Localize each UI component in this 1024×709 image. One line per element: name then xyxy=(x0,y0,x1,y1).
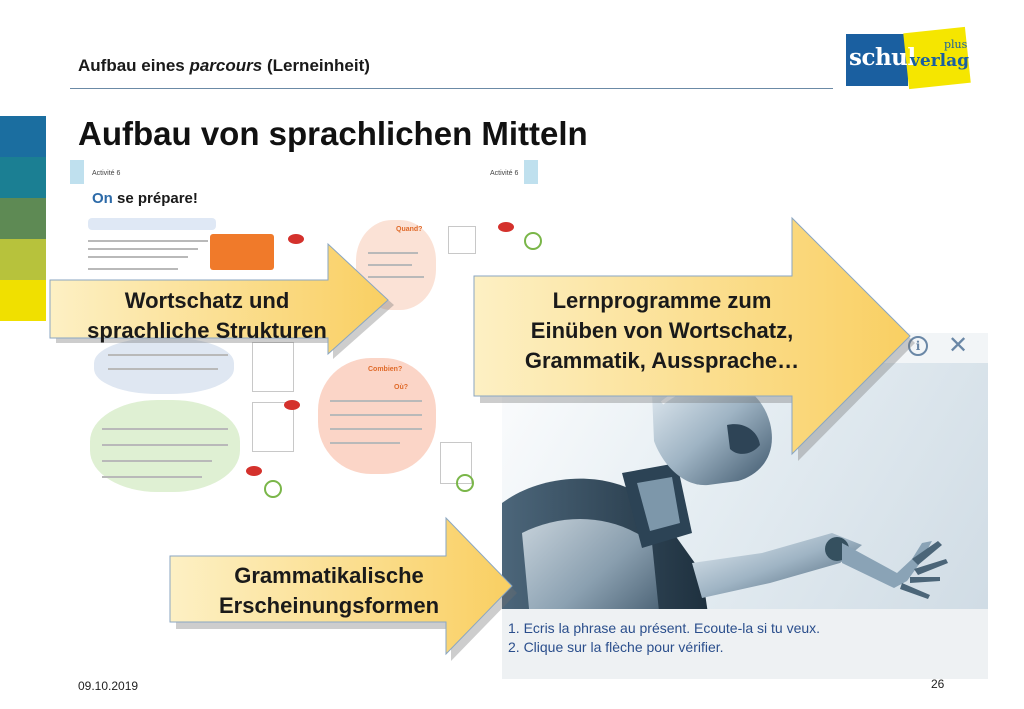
worksheet-line xyxy=(102,476,202,478)
worksheet-line xyxy=(102,444,228,446)
worksheet-line xyxy=(330,442,400,444)
instruction-1: 1. Ecris la phrase au présent. Ecoute-la si tu veux. xyxy=(508,620,821,636)
header-title-italic: parcours xyxy=(189,56,263,75)
speech-bubble-icon xyxy=(284,400,300,410)
bookmark-left xyxy=(70,160,84,184)
heading-prepare: se prépare! xyxy=(117,190,198,207)
header-divider xyxy=(70,88,833,89)
speech-bubble-icon xyxy=(246,466,262,476)
side-bar-5 xyxy=(0,280,46,321)
side-bar-2 xyxy=(0,157,46,198)
arrow-wortschatz-text xyxy=(50,286,364,346)
worksheet-heading xyxy=(92,190,198,207)
combien-label: Combien? xyxy=(368,366,403,373)
combien-bubble xyxy=(318,358,436,474)
arrow-grammatik-line2: Erscheinungsformen xyxy=(218,593,440,618)
logo-text-plus: plus xyxy=(944,38,968,51)
worksheet-line xyxy=(102,428,228,430)
header-title-suffix: (Lerneinheit) xyxy=(262,56,370,75)
activity-label-left: Activité 6 xyxy=(92,170,121,177)
side-bar-1 xyxy=(0,116,46,157)
arrow-wortschatz-line2: sprachliche Strukturen xyxy=(87,318,327,343)
green-bubble xyxy=(90,400,240,492)
footer-date: 09.10.2019 xyxy=(78,679,139,693)
header-title xyxy=(78,56,370,76)
info-icon[interactable]: i xyxy=(908,336,928,356)
ou-label: Où? xyxy=(394,384,408,391)
arrow-grammatik-line1: Grammatikalische xyxy=(234,563,424,588)
logo-text-schul: schul xyxy=(849,44,916,71)
heading-on: On xyxy=(92,190,117,207)
bookmark-right xyxy=(524,160,538,184)
sticker-icon xyxy=(264,480,282,498)
page-number: 26 xyxy=(931,677,945,691)
logo-text-verlag: verlag xyxy=(910,51,970,71)
arrow-lernprogramme-line1: Lernprogramme zum xyxy=(552,288,772,313)
sticker-icon xyxy=(456,474,474,492)
worksheet-line xyxy=(330,414,422,416)
worksheet-line xyxy=(330,428,422,430)
worksheet-line xyxy=(108,368,218,370)
close-icon[interactable]: ✕ xyxy=(948,333,969,359)
arrow-wortschatz-line1: Wortschatz und xyxy=(124,288,290,313)
slide-title: Aufbau von sprachlichen Mitteln xyxy=(78,115,588,152)
arrow-grammatik-text xyxy=(176,561,482,621)
side-bar-3 xyxy=(0,198,46,239)
side-bar-4 xyxy=(0,239,46,280)
worksheet-line xyxy=(330,400,422,402)
arrow-lernprogramme-line3: Grammatik, Aussprache… xyxy=(524,348,800,373)
schulverlag-logo xyxy=(846,26,970,92)
arrow-lernprogramme-text xyxy=(480,286,844,376)
instruction-2: 2. Clique sur la flèche pour vérifier. xyxy=(508,639,724,655)
header-title-prefix: Aufbau eines xyxy=(78,56,190,75)
worksheet-strip xyxy=(88,218,216,230)
arrow-lernprogramme-line2: Einüben von Wortschatz, xyxy=(530,318,794,343)
quand-label: Quand? xyxy=(396,226,423,233)
worksheet-line xyxy=(102,460,212,462)
activity-label-right: Activité 6 xyxy=(490,170,519,177)
